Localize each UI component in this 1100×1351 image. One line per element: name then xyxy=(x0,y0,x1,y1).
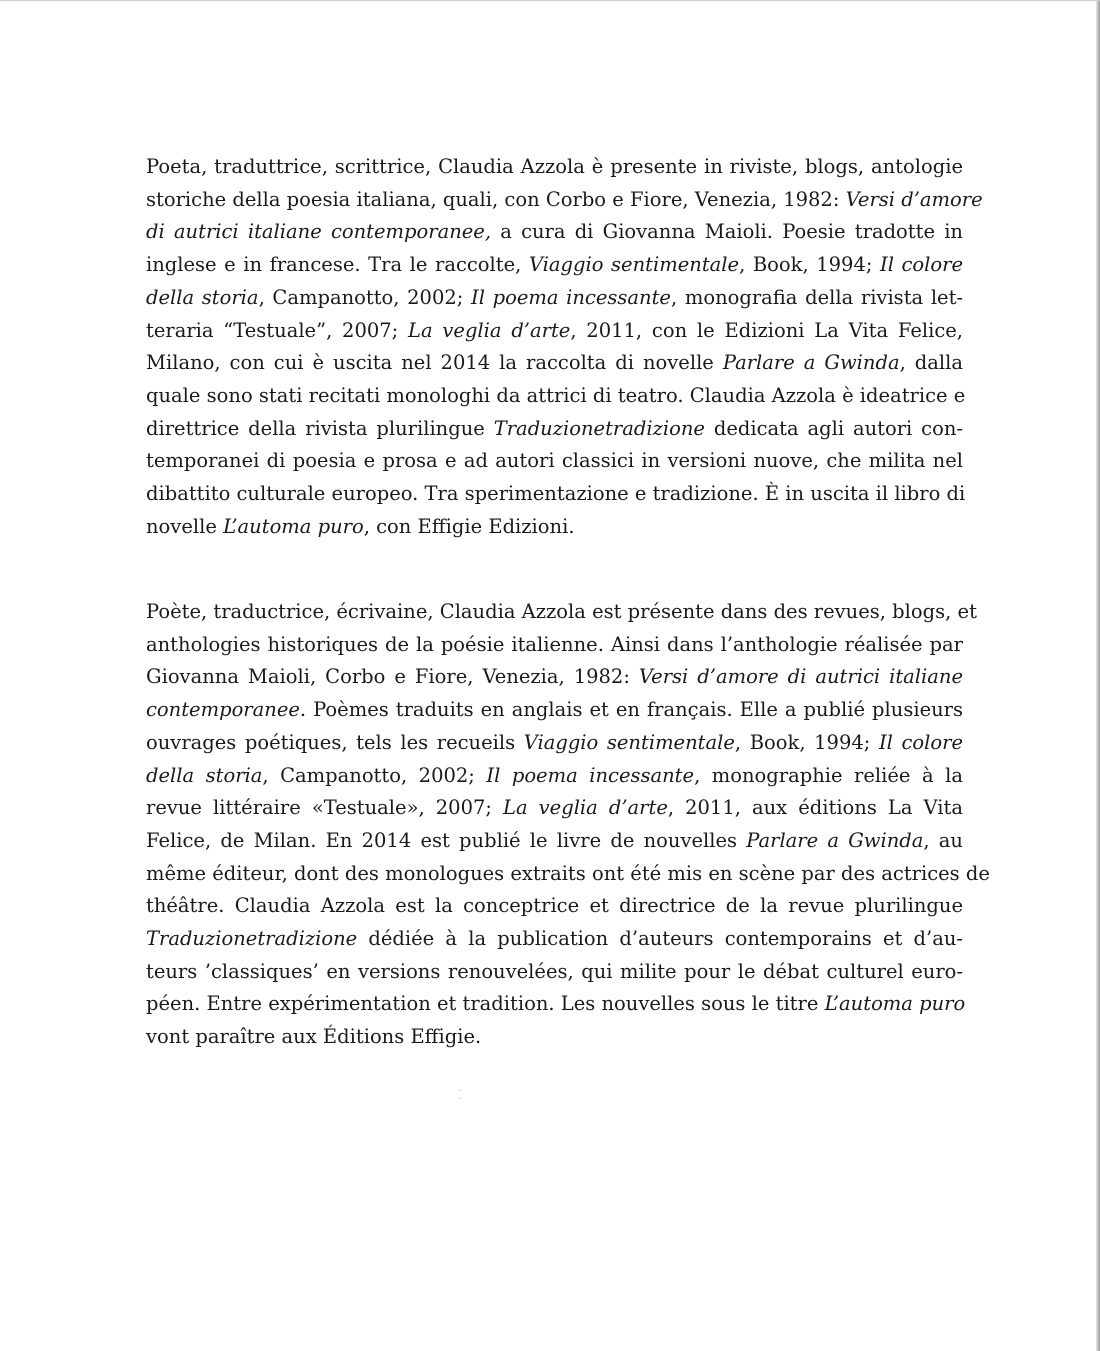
text-line xyxy=(146,413,963,446)
body-text: , Book, 1994; xyxy=(734,730,879,754)
italic-title-text: della storia xyxy=(146,763,263,787)
text-line xyxy=(146,380,966,413)
text-line xyxy=(146,1021,963,1054)
text-line xyxy=(146,315,963,348)
text-line xyxy=(146,511,963,544)
paragraph-french xyxy=(146,596,990,1054)
body-text: anthologies historiques de la poésie italienne. Ainsi dans l’anthologie réalisée par xyxy=(146,632,963,656)
italic-title-text: Versi d’amore xyxy=(845,187,983,211)
italic-title-text: La veglia d’arte xyxy=(408,318,571,342)
text-line xyxy=(146,727,963,760)
body-text: , au xyxy=(923,828,963,852)
text-line xyxy=(146,956,963,989)
body-text: , 2011, con le Edizioni La Vita Felice, xyxy=(570,318,963,342)
italic-title-text: Viaggio sentimentale xyxy=(523,730,735,754)
body-text: Felice, de Milan. En 2014 est publié le livre de nouvelles xyxy=(146,828,747,852)
body-text: . Poèmes traduits en anglais et en français. Elle a publié plusieurs xyxy=(299,698,963,722)
italic-title-text: di autrici italiane contemporanee, xyxy=(146,220,492,244)
italic-title-text: Il colore xyxy=(878,730,963,754)
italic-title-text: Il poema incessante xyxy=(486,763,695,787)
text-line xyxy=(146,347,963,380)
body-text: Milano, con cui è uscita nel 2014 la raccolta di novelle xyxy=(146,351,723,375)
italic-title-text: Traduzionetradizione xyxy=(146,927,358,951)
body-text: , con Effigie Edizioni. xyxy=(363,514,575,538)
text-line xyxy=(146,694,963,727)
body-text: a cura di Giovanna Maioli. Poesie tradotte in xyxy=(491,220,963,244)
body-text: , 2011, aux éditions La Vita xyxy=(667,796,963,820)
italic-title-text: Parlare a Gwinda xyxy=(722,351,900,375)
text-line xyxy=(146,890,963,923)
italic-title-text: L’automa puro xyxy=(824,992,966,1016)
body-text: Giovanna Maioli, Corbo e Fiore, Venezia, 1982: xyxy=(146,665,639,689)
body-text: ouvrages poétiques, tels les recueils xyxy=(146,730,524,754)
body-text: dibattito culturale europeo. Tra sperimentazione e tradizione. È in uscita il libro di xyxy=(146,482,966,506)
body-text: storiche della poesia italiana, quali, con Corbo e Fiore, Venezia, 1982: xyxy=(146,187,846,211)
body-text: même éditeur, dont des monologues extraits ont été mis en scène par des actrices de xyxy=(146,861,990,885)
text-line xyxy=(146,825,963,858)
text-line xyxy=(146,760,963,793)
text-line xyxy=(146,923,963,956)
italic-title-text: contemporanee xyxy=(146,698,300,722)
body-text: Poeta, traduttrice, scrittrice, Claudia Azzola è presente in riviste, blogs, antologie xyxy=(146,155,963,178)
body-text: dédiée à la publication d’auteurs contemporains et d’au- xyxy=(357,927,963,951)
body-text: , monografia della rivista let- xyxy=(670,285,964,309)
scan-speck: · · xyxy=(458,1086,462,1105)
text-line xyxy=(146,478,966,511)
italic-title-text: Traduzionetradizione xyxy=(493,416,705,440)
body-text: direttrice della rivista plurilingue xyxy=(146,416,494,440)
body-text: quale sono stati recitati monologhi da attrici di teatro. Claudia Azzola è ideatrice e xyxy=(146,383,966,407)
italic-title-text: Viaggio sentimentale xyxy=(528,253,740,277)
body-text: teraria “Testuale”, 2007; xyxy=(146,318,409,342)
page-edge-shadow xyxy=(1096,1,1100,1351)
text-line xyxy=(146,282,963,315)
italic-title-text: La veglia d’arte xyxy=(503,796,668,820)
text-line xyxy=(146,792,963,825)
body-text: vont paraître aux Éditions Effigie. xyxy=(146,1025,482,1049)
text-line xyxy=(146,151,963,184)
italic-title-text: della storia xyxy=(146,285,259,309)
text-line xyxy=(146,629,963,662)
body-text: , Campanotto, 2002; xyxy=(258,285,471,309)
text-line xyxy=(146,596,977,629)
body-text: dedicata agli autori con- xyxy=(704,416,963,440)
body-text: , monographie reliée à la xyxy=(694,763,963,787)
body-text: temporanei di poesia e prosa e ad autori classici in versioni nuove, che milita nel xyxy=(146,449,963,473)
body-text: Poète, traductrice, écrivaine, Claudia Azzola est présente dans des revues, blogs, et xyxy=(146,600,977,623)
body-text: , Campanotto, 2002; xyxy=(262,763,487,787)
body-text: novelle xyxy=(146,514,224,538)
body-text: , dalla xyxy=(899,351,963,375)
italic-title-text: Il colore xyxy=(880,253,964,277)
text-line xyxy=(146,858,990,891)
body-text: inglese e in francese. Tra le raccolte, xyxy=(146,253,529,277)
paragraph-italian xyxy=(146,151,983,543)
italic-title-text: Versi d’amore di autrici italiane xyxy=(638,665,963,689)
body-text: revue littéraire «Testuale», 2007; xyxy=(146,796,504,820)
body-text: théâtre. Claudia Azzola est la conceptrice et directrice de la revue plurilingue xyxy=(146,894,963,918)
text-line xyxy=(146,184,983,217)
body-text: péen. Entre expérimentation et tradition. Les nouvelles sous le titre xyxy=(146,992,825,1016)
italic-title-text: Il poema incessante xyxy=(471,285,671,309)
text-line xyxy=(146,988,966,1021)
italic-title-text: L’automa puro xyxy=(223,514,364,538)
text-line xyxy=(146,249,963,282)
text-line xyxy=(146,661,963,694)
body-text: , Book, 1994; xyxy=(739,253,880,277)
body-text: teurs ’classiques’ en versions renouvelées, qui milite pour le débat culturel euro- xyxy=(146,959,963,983)
italic-title-text: Parlare a Gwinda xyxy=(746,828,924,852)
text-line xyxy=(146,216,963,249)
text-line xyxy=(146,445,963,478)
